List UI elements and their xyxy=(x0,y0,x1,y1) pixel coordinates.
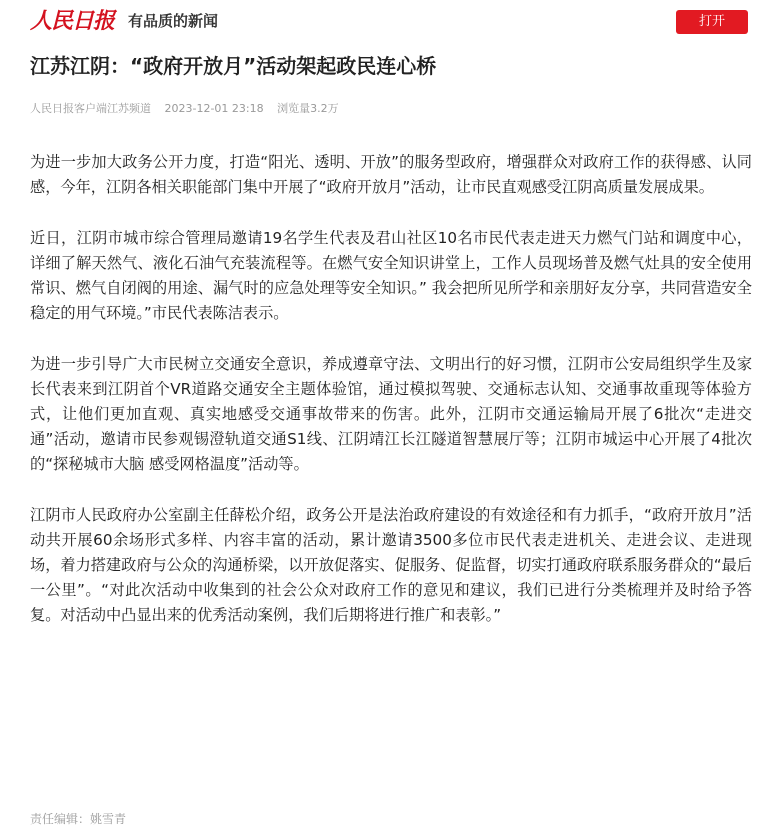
article-datetime: 2023-12-01 23:18 xyxy=(164,102,264,115)
article-body xyxy=(30,150,752,654)
article-source: 人民日报客户端江苏频道 xyxy=(30,102,151,115)
article-paragraph: 江阴市人民政府办公室副主任薛松介绍，政务公开是法治政府建设的有效途径和有力抓手，“政府开放月”活动共开展60余场形式多样、内容丰富的活动，累计邀请3500多位市民代表走进机关、走进会议、走进现场，着力搭建政府与公众的沟通桥梁，以开放促落实、促服务、促监督，切实打通政府联系服务群众的“最后一公里”。“对此次活动中收集到的社会公众对政府工作的意见和建议，我们已进行分类梳理并及时给予答复。对活动中凸显出来的优秀活动案例，我们后期将进行推广和表彰。” xyxy=(30,506,752,624)
article-paragraph: 为进一步加大政务公开力度，打造“阳光、透明、开放”的服务型政府，增强群众对政府工作的获得感、认同感，今年，江阴各相关职能部门集中开展了“政府开放月”活动，让市民直观感受江阴高质量发展成果。 xyxy=(30,153,752,196)
top-bar xyxy=(0,0,775,44)
article-views: 浏览量3.2万 xyxy=(277,102,339,115)
brand xyxy=(30,8,218,34)
article-paragraph: 近日，江阴市城市综合管理局邀请19名学生代表及君山社区10名市民代表走进天力燃气门站和调度中心，详细了解天然气、液化石油气充装流程等。在燃气安全知识讲堂上，工作人员现场普及燃气灶具的安全使用常识、燃气自闭阀的用途、漏气时的应急处理等安全知识。” 我会把所见所学和亲朋好友分享，共同营造安全稳定的用气环境。”市民代表陈洁表示。 xyxy=(30,229,752,322)
article-meta xyxy=(30,100,349,118)
slogan: 有品质的新闻 xyxy=(128,12,219,30)
open-app-button[interactable]: 打开 xyxy=(676,10,748,34)
people-daily-logo[interactable]: 人民日报 xyxy=(30,8,115,34)
article-title: 江苏江阴：“政府开放月”活动架起政民连心桥 xyxy=(30,54,437,78)
article-paragraph: 为进一步引导广大市民树立交通安全意识，养成遵章守法、文明出行的好习惯，江阴市公安局组织学生及家长代表来到江阴首个VR道路交通安全主题体验馆，通过模拟驾驶、交通标志认知、交通事故重现等体验方式，让他们更加直观、真实地感受交通事故带来的伤害。此外，江阴市交通运输局开展了6批次“走进交通”活动，邀请市民参观锡澄轨道交通S1线、江阴靖江长江隧道智慧展厅等；江阴市城运中心开展了4批次的“探秘城市大脑 感受网格温度”活动等。 xyxy=(30,355,752,473)
responsible-editor: 责任编辑：姚雪青 xyxy=(30,812,127,826)
